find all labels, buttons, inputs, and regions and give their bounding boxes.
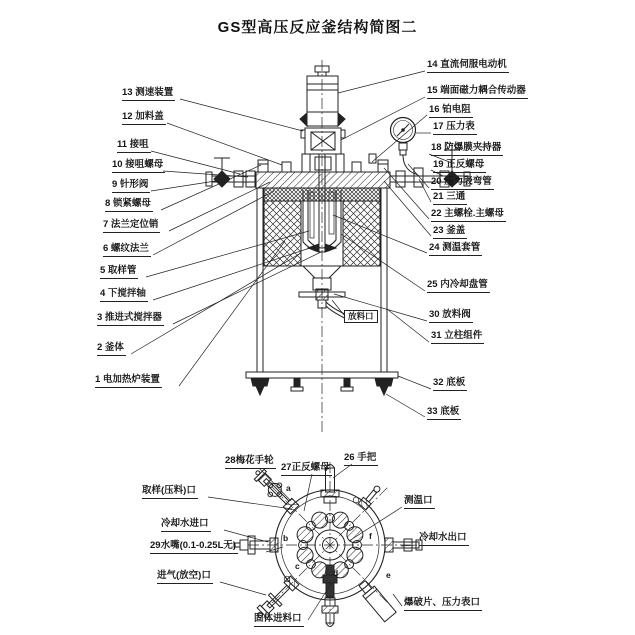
port-letter-a: a (286, 483, 291, 493)
callout-thermowell: 24 测温套管 (429, 243, 482, 256)
callout-nozzle: 11 接咀 (117, 140, 151, 153)
callout-handle: 26 手把 (344, 453, 378, 466)
callout-reversing-nut-27: 27正反螺母 (281, 463, 332, 476)
callout-temp-port: 测温口 (404, 496, 435, 509)
port-letter-b: b (283, 533, 289, 543)
callout-sampling-tube: 5 取样管 (100, 266, 138, 279)
callout-kettle-cover: 23 釜盖 (433, 226, 467, 239)
callout-feed-cover: 12 加料盖 (122, 112, 166, 125)
callout-cooling-water-outlet: 冷却水出口 (419, 533, 469, 546)
port-letter-c: c (295, 561, 300, 571)
diagram-title: GS型高压反应釜结构简图二 (217, 19, 418, 36)
callout-reversing-nut: 19 正反螺母 (433, 160, 486, 173)
port-letter-d: d (333, 568, 339, 578)
callout-solid-feed-port: 固体进料口 (254, 614, 304, 627)
callout-kettle-body: 2 釜体 (97, 343, 126, 356)
callout-rupture-disc-port: 爆破片、压力表口 (404, 598, 482, 611)
callout-lower-stir-shaft: 4 下搅拌轴 (100, 289, 148, 302)
port-letter-e: e (386, 570, 391, 580)
callout-cooling-water-inlet: 冷却水进口 (161, 519, 211, 532)
magnetic-coupling (301, 128, 345, 172)
callout-flange-pin: 7 法兰定位销 (103, 220, 160, 233)
kettle-cover (256, 154, 390, 188)
left-needle-valve (206, 158, 256, 187)
callout-propeller-stirrer: 3 推进式搅拌器 (97, 313, 164, 326)
cover-top-view-drawing (208, 462, 422, 628)
callout-lock-nut: 8 锁紧螺母 (105, 199, 153, 212)
callout-nozzle-nut: 10 接咀螺母 (112, 160, 165, 173)
main-assembly-drawing (131, 60, 470, 432)
callout-burst-disc-holder: 18 防爆膜夹持器 (431, 143, 503, 156)
callout-magnetic-coupling: 15 端面磁力耦合传动器 (427, 86, 528, 99)
callout-discharge-valve: 30 放料阀 (429, 310, 473, 323)
callout-needle-valve: 9 针形阀 (112, 180, 150, 193)
callout-electric-furnace: 1 电加热炉装置 (95, 375, 162, 388)
callout-base-plate-33: 33 底板 (427, 407, 461, 420)
callout-dc-servo-motor: 14 直流伺服电动机 (427, 60, 509, 73)
callout-gas-vent-port: 进气(放空)口 (157, 571, 213, 584)
callout-main-bolt-nut: 22 主螺栓.主螺母 (431, 209, 506, 222)
callout-sampling-port: 取样(压料)口 (142, 486, 198, 499)
callout-tachometer: 13 测速装置 (122, 88, 175, 101)
callout-water-nozzle: 29水嘴(0.1-0.25L无) (150, 541, 238, 554)
label-discharge-port: 放料口 (344, 310, 378, 323)
callout-column-assembly: 31 立柱组件 (431, 331, 484, 344)
temp-port-fitting (358, 484, 382, 510)
callout-plum-handwheel: 28梅花手轮 (225, 456, 276, 469)
motor-assembly (300, 66, 345, 126)
pressure-gauge (391, 118, 420, 177)
callout-pt-resistance: 16 铂电阻 (429, 105, 473, 118)
callout-gauge-bend-pipe: 20 压力表弯管 (431, 177, 494, 190)
callout-cooling-coil: 25 内冷却盘管 (427, 280, 490, 293)
rupture-disc-fitting (356, 578, 396, 621)
callout-tee: 21 三通 (433, 192, 467, 205)
port-letter-f: f (369, 531, 372, 541)
callout-base-plate-32: 32 底板 (433, 378, 467, 391)
callout-threaded-flange: 6 螺纹法兰 (103, 244, 151, 257)
callout-pressure-gauge: 17 压力表 (433, 122, 477, 135)
